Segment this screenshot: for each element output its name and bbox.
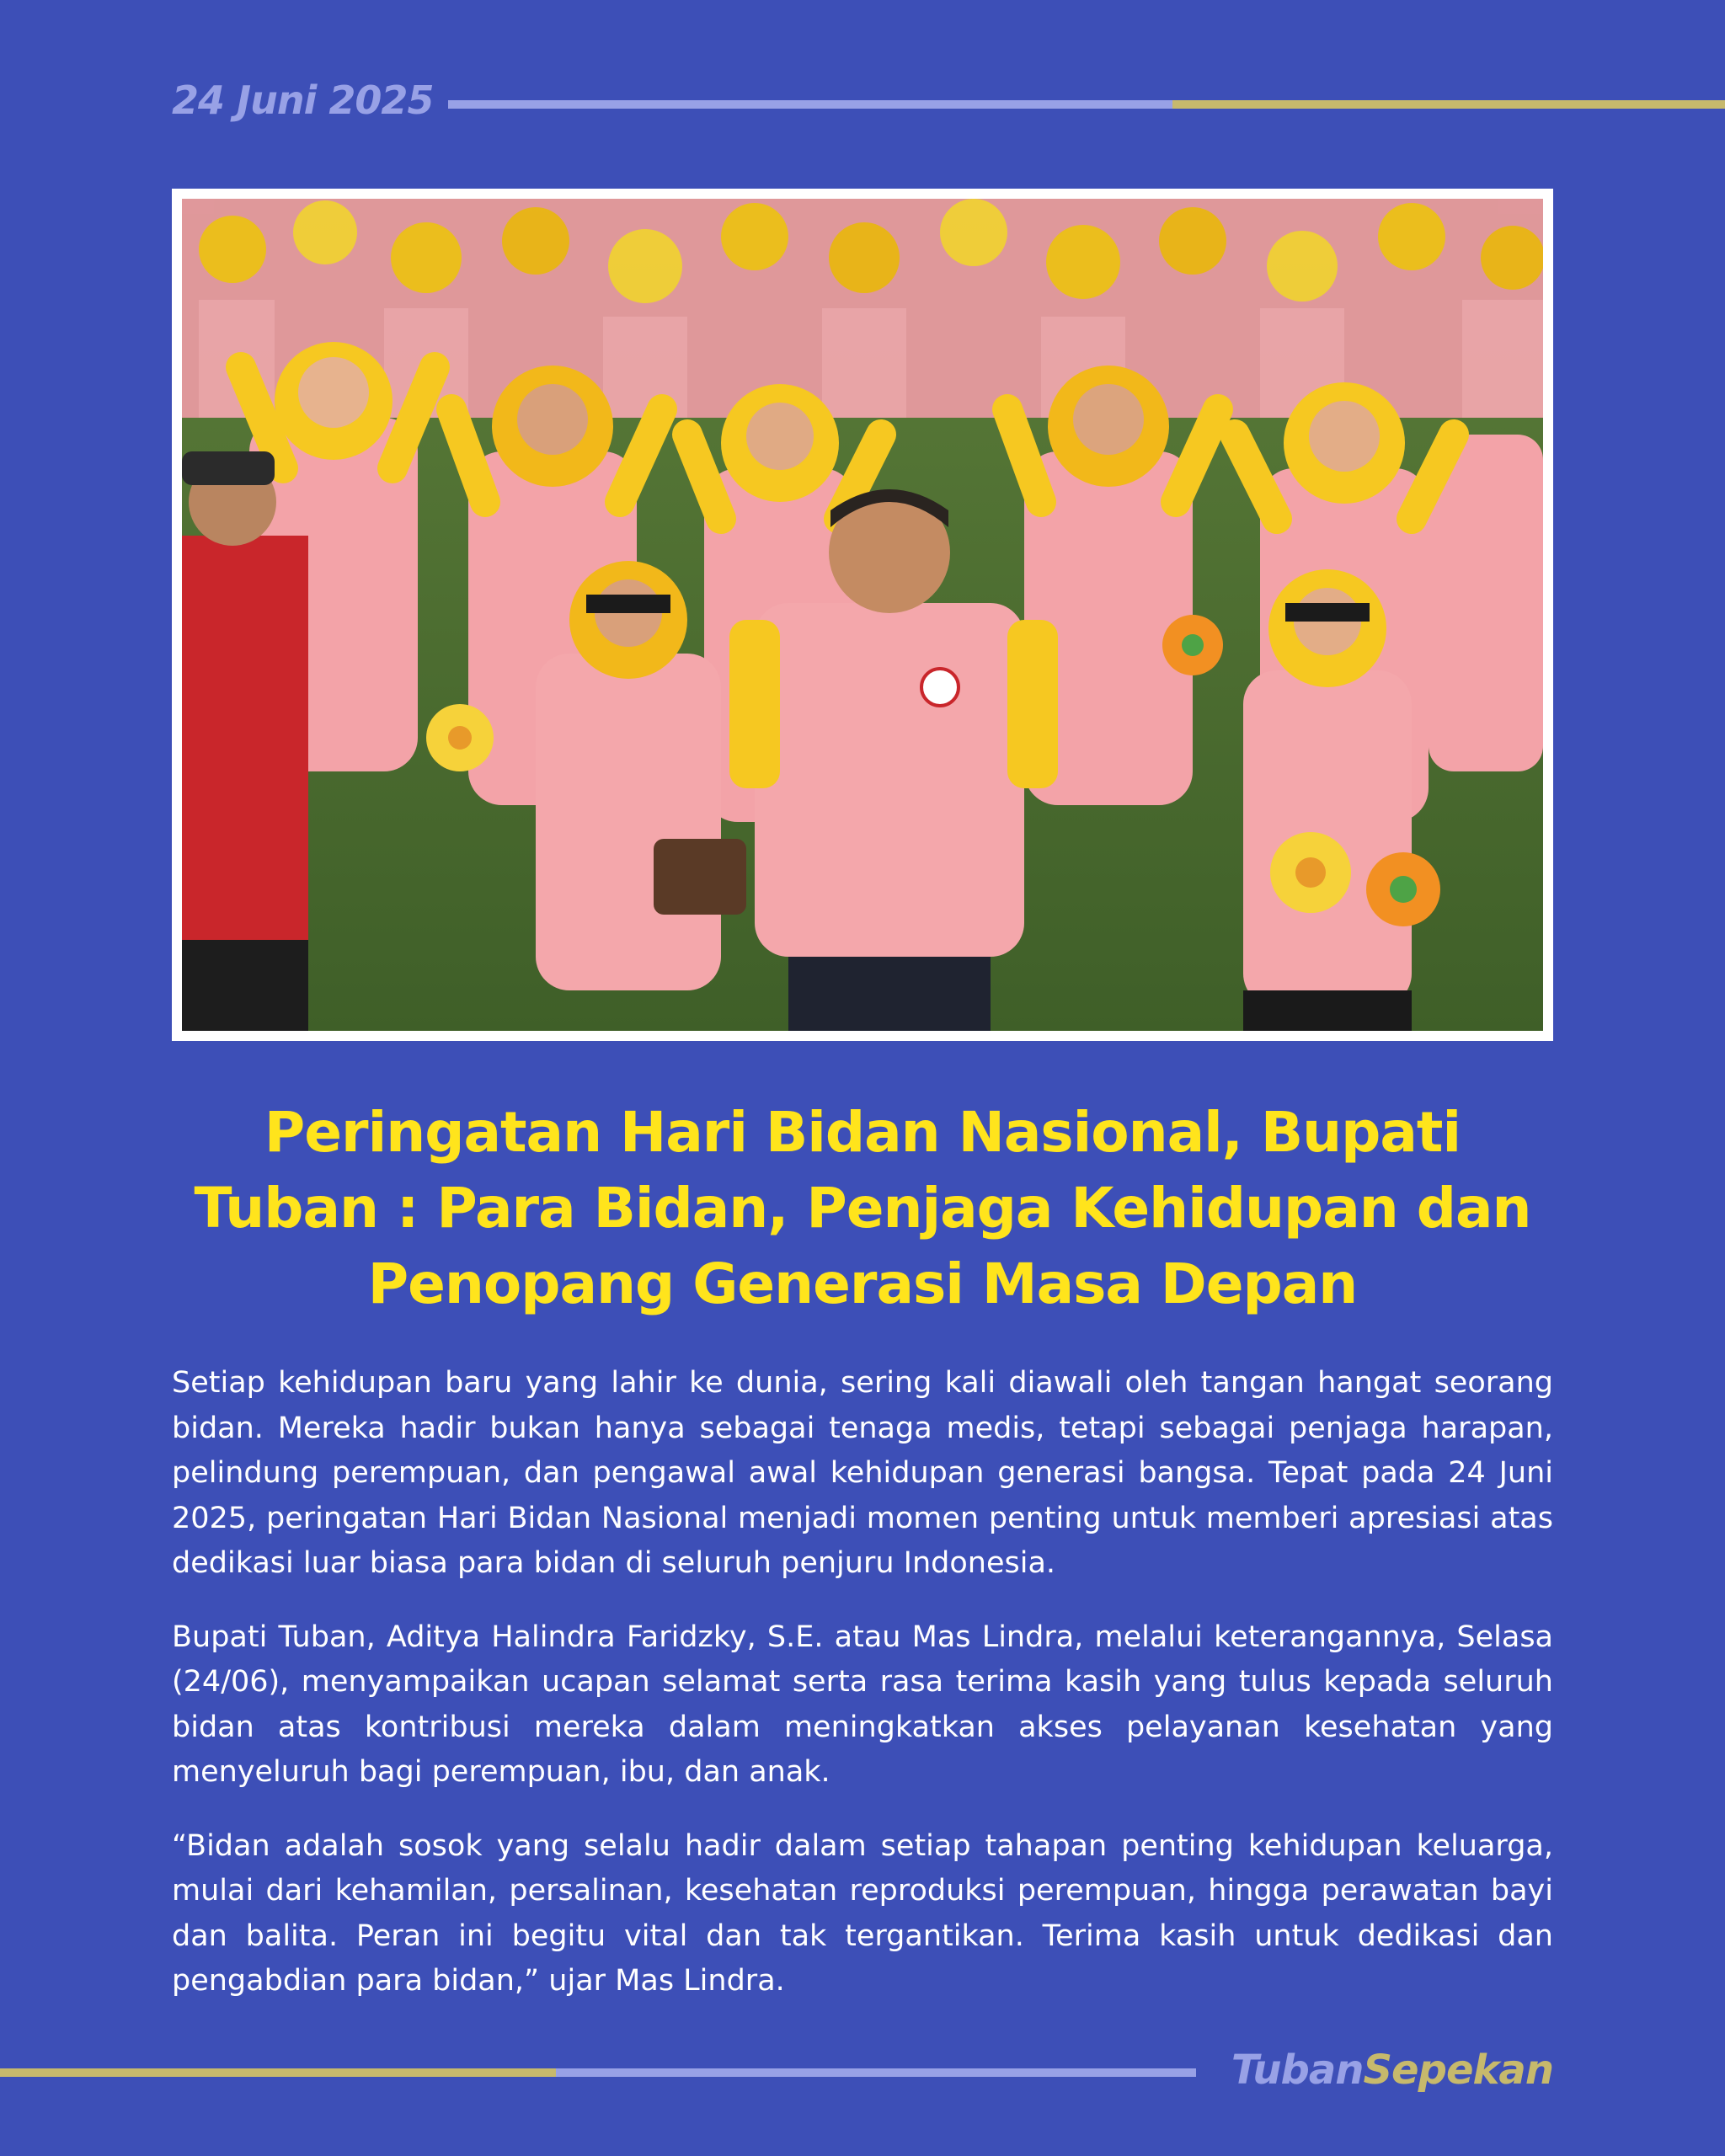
headline: Peringatan Hari Bidan Nasional, Bupati Tuban : Para Bidan, Penjaga Kehidupan dan Penopang Generasi Masa Depan	[194, 1100, 1531, 1316]
photo-frame	[172, 189, 1553, 1041]
article-body	[172, 1361, 1553, 2033]
paragraph: “Bidan adalah sosok yang selalu hadir dalam setiap tahapan penting kehidupan keluarga, mulai dari kehamilan, persalinan, kesehatan reproduksi perempuan, hingga perawatan bayi dan balita. Peran ini begitu vital dan tak tergantikan. Terima kasih untuk dedikasi dan pengabdian para bidan,” ujar Mas Lindra.	[172, 1828, 1553, 1998]
date-label: 24 Juni 2025	[172, 77, 434, 123]
top-divider-blue	[448, 100, 1172, 109]
bottom-divider-blue	[556, 2068, 1196, 2077]
brand-part-2: Sepekan	[1363, 2047, 1553, 2094]
paragraph: Bupati Tuban, Aditya Halindra Faridzky, S.E. atau Mas Lindra, melalui keterangannya, Selasa (24/06), menyampaikan ucapan selamat serta rasa terima kasih yang tulus kepada seluruh bidan atas kontribusi mereka dalam meningkatkan akses pelayanan kesehatan yang menyeluruh bagi perempuan, ibu, dan anak.	[172, 1620, 1553, 1789]
brand-logo	[1231, 2047, 1553, 2094]
bottom-divider-gold	[0, 2068, 556, 2077]
top-divider-gold	[1172, 100, 1725, 109]
paragraph: Setiap kehidupan baru yang lahir ke dunia, sering kali diawali oleh tangan hangat seorang bidan. Mereka hadir bukan hanya sebagai tenaga medis, tetapi sebagai penjaga harapan, pelindung perempuan, dan pengawal awal kehidupan generasi bangsa. Tepat pada 24 Juni 2025, peringatan Hari Bidan Nasional menjadi momen penting untuk memberi apresiasi atas dedikasi luar biasa para bidan di seluruh penjuru Indonesia.	[172, 1366, 1553, 1580]
brand-part-1: Tuban	[1231, 2047, 1364, 2094]
crowd-photo	[182, 199, 1543, 1031]
